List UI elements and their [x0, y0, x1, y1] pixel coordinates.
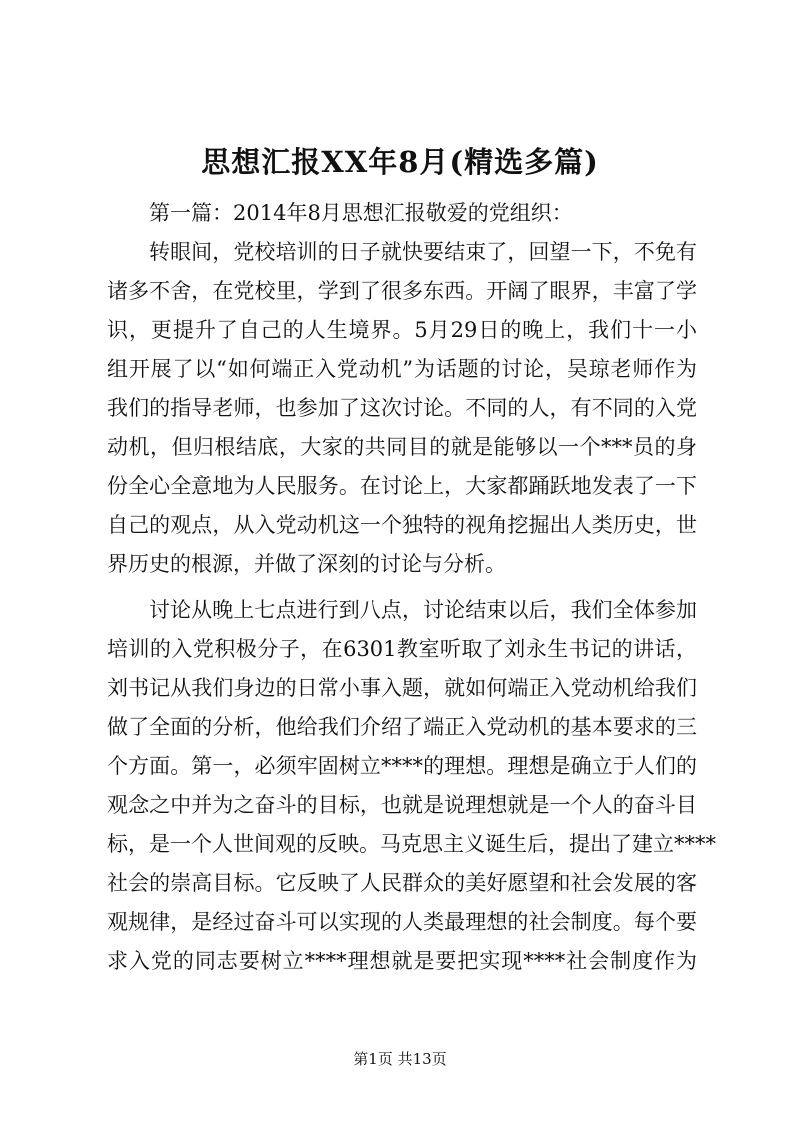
- body-line-17: 标，是一个人世间观的反映。马克思主义诞生后，提出了建立****: [107, 832, 716, 856]
- page-number-footer: 第1页 共13页: [353, 1050, 447, 1068]
- body-line-10: 界历史的根源，并做了深刻的讨论与分析。: [107, 552, 506, 576]
- body-line-9: 自己的观点，从入党动机这一个独特的视角挖掘出人类历史，世: [107, 513, 697, 537]
- body-line-4: 识，更提升了自己的人生境界。5月29日的晚上，我们十一小: [107, 318, 697, 342]
- body-line-16: 观念之中并为之奋斗的目标，也就是说理想就是一个人的奋斗目: [107, 793, 697, 817]
- body-line-5: 组开展了以“如何端正入党动机”为话题的讨论，吴琼老师作为: [107, 357, 697, 381]
- body-line-7: 动机，但归根结底，大家的共同目的就是能够以一个***员的身: [107, 435, 697, 459]
- body-line-12: 培训的入党积极分子，在6301教室听取了刘永生书记的讲话，: [107, 637, 697, 661]
- body-line-20: 求入党的同志要树立****理想就是要把实现****社会制度作为: [107, 949, 697, 973]
- body-line-18: 社会的崇高目标。它反映了人民群众的美好愿望和社会发展的客: [107, 871, 697, 895]
- body-line-2: 转眼间，党校培训的日子就快要结束了，回望一下，不免有: [149, 240, 697, 264]
- body-line-15: 个方面。第一，必须牢固树立****的理想。理想是确立于人们的: [107, 754, 697, 778]
- document-title: 思想汇报XX年8月(精选多篇): [201, 145, 599, 179]
- body-line-14: 做了全面的分析，他给我们介绍了端正入党动机的基本要求的三: [107, 715, 697, 739]
- body-line-19: 观规律，是经过奋斗可以实现的人类最理想的社会制度。每个要: [107, 910, 697, 934]
- body-line-11: 讨论从晚上七点进行到八点，讨论结束以后，我们全体参加: [149, 598, 697, 622]
- body-line-13: 刘书记从我们身边的日常小事入题，就如何端正入党动机给我们: [107, 676, 697, 700]
- body-line-6: 我们的指导老师，也参加了这次讨论。不同的人，有不同的入党: [107, 396, 697, 420]
- body-line-8: 份全心全意地为人民服务。在讨论上，大家都踊跃地发表了一下: [107, 474, 697, 498]
- body-line-3: 诸多不舍，在党校里，学到了很多东西。开阔了眼界，丰富了学: [107, 279, 697, 303]
- body-line-1: 第一篇：2014年8月思想汇报敬爱的党组织：: [149, 201, 573, 225]
